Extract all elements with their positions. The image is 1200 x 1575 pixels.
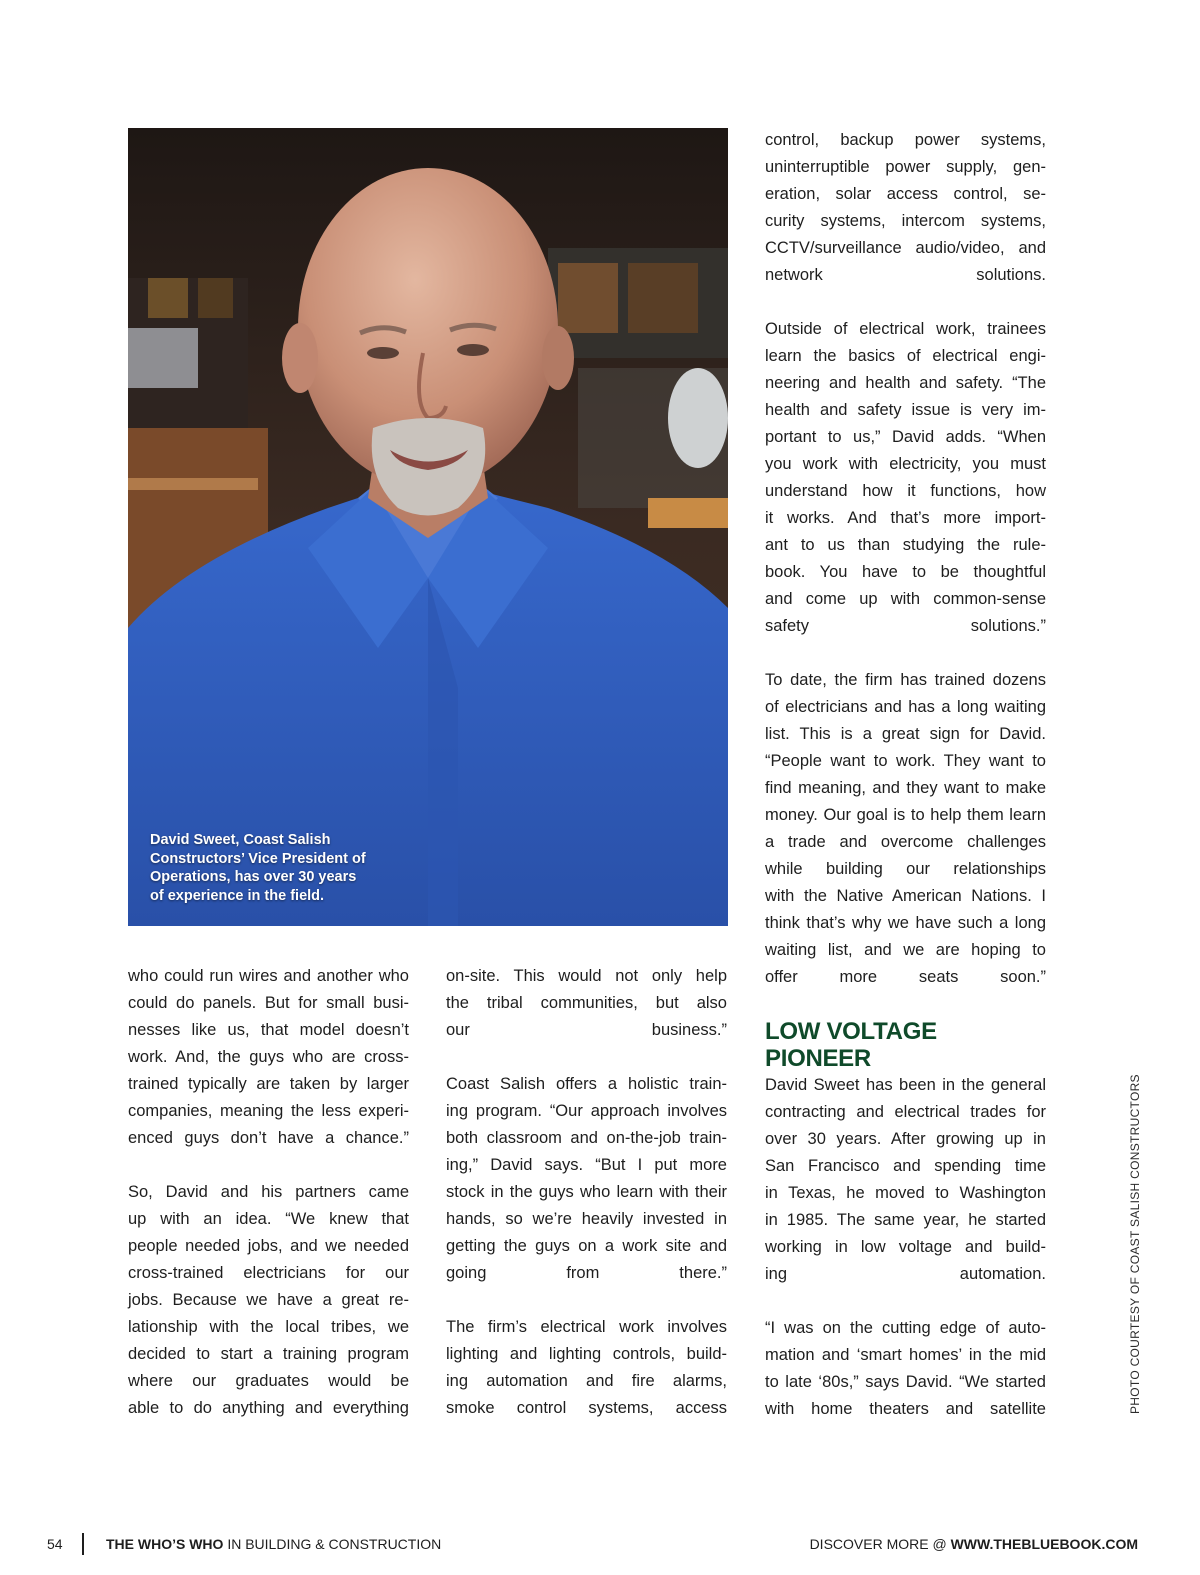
portrait-illustration	[128, 128, 728, 926]
text-line: trained typically are taken by larger	[128, 1075, 409, 1093]
text-line: understand how it functions, how	[765, 482, 1046, 500]
caption-line: of experience in the field.	[150, 887, 325, 904]
text-line: list. This is a great sign for David.	[765, 725, 1046, 743]
text-line: ing,” David says. “But I put more	[446, 1156, 727, 1174]
text-line: To date, the firm has trained dozens	[765, 671, 1046, 689]
text-line: could do panels. But for small busi-	[128, 994, 409, 1012]
paragraph	[765, 1315, 1046, 1423]
heading-line: PIONEER	[765, 1045, 871, 1072]
text-line: ing program. “Our approach involves	[446, 1102, 727, 1120]
text-line: The firm’s electrical work involves	[446, 1318, 727, 1336]
text-line: “I was on the cutting edge of auto-	[765, 1319, 1046, 1337]
text-line: “People want to work. They want to	[765, 752, 1046, 770]
text-line: the tribal communities, but also	[446, 994, 727, 1012]
text-line: ing automation.	[765, 1265, 1046, 1283]
text-line: Coast Salish offers a holistic train-	[446, 1075, 727, 1093]
page-number: 54	[47, 1536, 63, 1552]
text-line: portant to us,” David adds. “When	[765, 428, 1046, 446]
text-line: ant to us than studying the rule-	[765, 536, 1046, 554]
text-line: eration, solar access control, se-	[765, 185, 1046, 203]
discover-more	[810, 1534, 1138, 1554]
text-line: to late ‘80s,” says David. “We started	[765, 1373, 1046, 1391]
caption-line: Constructors’ Vice President of	[150, 850, 366, 867]
photo-credit: PHOTO COURTESY OF COAST SALISH CONSTRUCTORS	[1128, 1074, 1142, 1414]
paragraph	[765, 1072, 1046, 1288]
text-line: lationship with the local tribes, we	[128, 1318, 409, 1336]
heading-line: LOW VOLTAGE	[765, 1018, 937, 1045]
text-line: stock in the guys who learn with their	[446, 1183, 727, 1201]
text-line: both classroom and on-the-job train-	[446, 1129, 727, 1147]
text-line: with the Native American Nations. I	[765, 887, 1046, 905]
text-line: able to do anything and everything	[128, 1399, 409, 1417]
text-line: learn the basics of electrical engi-	[765, 347, 1046, 365]
text-line: jobs. Because we have a great re-	[128, 1291, 409, 1309]
text-line: over 30 years. After growing up in	[765, 1130, 1046, 1148]
paragraph	[128, 963, 409, 1152]
text-line: decided to start a training program	[128, 1345, 409, 1363]
text-line: getting the guys on a work site and	[446, 1237, 727, 1255]
text-line: where our graduates would be	[128, 1372, 409, 1390]
text-line: in 1985. The same year, he started	[765, 1211, 1046, 1229]
text-line: with home theaters and satellite	[765, 1400, 1046, 1418]
paragraph	[765, 316, 1046, 640]
text-line: up with an idea. “We knew that	[128, 1210, 409, 1228]
text-line: nesses like us, that model doesn’t	[128, 1021, 409, 1039]
section-heading	[765, 1018, 1046, 1072]
text-line: San Francisco and spending time	[765, 1157, 1046, 1175]
paragraph	[446, 1314, 727, 1422]
text-line: it works. And that’s more import-	[765, 509, 1046, 527]
text-line: ing automation and fire alarms,	[446, 1372, 727, 1390]
caption-line: David Sweet, Coast Salish	[150, 832, 331, 848]
text-line: CCTV/surveillance audio/video, and	[765, 239, 1046, 257]
text-line: Outside of electrical work, trainees	[765, 320, 1046, 338]
text-line: smoke control systems, access	[446, 1399, 727, 1417]
article-column-3	[765, 127, 1046, 1423]
text-line: think that’s why we have such a long	[765, 914, 1046, 932]
magazine-title-bold: THE WHO’S WHO	[106, 1536, 224, 1552]
text-line: safety solutions.”	[765, 617, 1046, 635]
discover-prefix: DISCOVER MORE @	[809, 1536, 951, 1552]
text-line: So, David and his partners came	[128, 1183, 409, 1201]
text-line: David Sweet has been in the general	[765, 1076, 1046, 1094]
text-line: people needed jobs, and we needed	[128, 1237, 409, 1255]
photo-caption	[150, 831, 410, 905]
magazine-title	[106, 1534, 441, 1554]
text-line: working in low voltage and build-	[765, 1238, 1046, 1256]
text-line: cross-trained electricians for our	[128, 1264, 409, 1282]
text-line: who could run wires and another who	[128, 967, 409, 985]
paragraph	[446, 1071, 727, 1287]
text-line: companies, meaning the less experi-	[128, 1102, 409, 1120]
text-line: in Texas, he moved to Washington	[765, 1184, 1046, 1202]
text-line: contracting and electrical trades for	[765, 1103, 1046, 1121]
paragraph	[765, 667, 1046, 991]
paragraph	[128, 1179, 409, 1422]
text-line: mation and ‘smart homes’ in the mid	[765, 1346, 1046, 1364]
footer-divider	[82, 1533, 84, 1555]
text-line: offer more seats soon.”	[765, 968, 1046, 986]
text-line: enced guys don’t have a chance.”	[128, 1129, 409, 1147]
portrait-photo	[128, 128, 728, 926]
text-line: waiting list, and we are hoping to	[765, 941, 1046, 959]
magazine-title-rest: IN BUILDING & CONSTRUCTION	[223, 1536, 442, 1552]
text-line: find meaning, and they want to make	[765, 779, 1046, 797]
article-column-2	[446, 963, 727, 1422]
text-line: hands, so we’re heavily invested in	[446, 1210, 727, 1228]
text-line: health and safety issue is very im-	[765, 401, 1046, 419]
text-line: book. You have to be thoughtful	[765, 563, 1046, 581]
website-link[interactable]: WWW.THEBLUEBOOK.COM	[950, 1536, 1138, 1552]
text-line: on-site. This would not only help	[446, 967, 727, 985]
paragraph	[765, 127, 1046, 289]
text-line: lighting and lighting controls, build-	[446, 1345, 727, 1363]
text-line: of electricians and has a long waiting	[765, 698, 1046, 716]
text-line: control, backup power systems,	[765, 131, 1046, 149]
text-line: our business.”	[446, 1021, 727, 1039]
text-line: a trade and overcome challenges	[765, 833, 1046, 851]
caption-line: Operations, has over 30 years	[150, 869, 357, 885]
text-line: work. And, the guys who are cross-	[128, 1048, 409, 1066]
text-line: while building our relationships	[765, 860, 1046, 878]
text-line: you work with electricity, you must	[765, 455, 1046, 473]
text-line: neering and health and safety. “The	[765, 374, 1046, 392]
text-line: curity systems, intercom systems,	[765, 212, 1046, 230]
text-line: and come up with common-sense	[765, 590, 1046, 608]
text-line: network solutions.	[765, 266, 1046, 284]
article-column-1	[128, 963, 409, 1422]
text-line: uninterruptible power supply, gen-	[765, 158, 1046, 176]
text-line: money. Our goal is to help them learn	[765, 806, 1046, 824]
paragraph	[446, 963, 727, 1044]
text-line: going from there.”	[446, 1264, 727, 1282]
